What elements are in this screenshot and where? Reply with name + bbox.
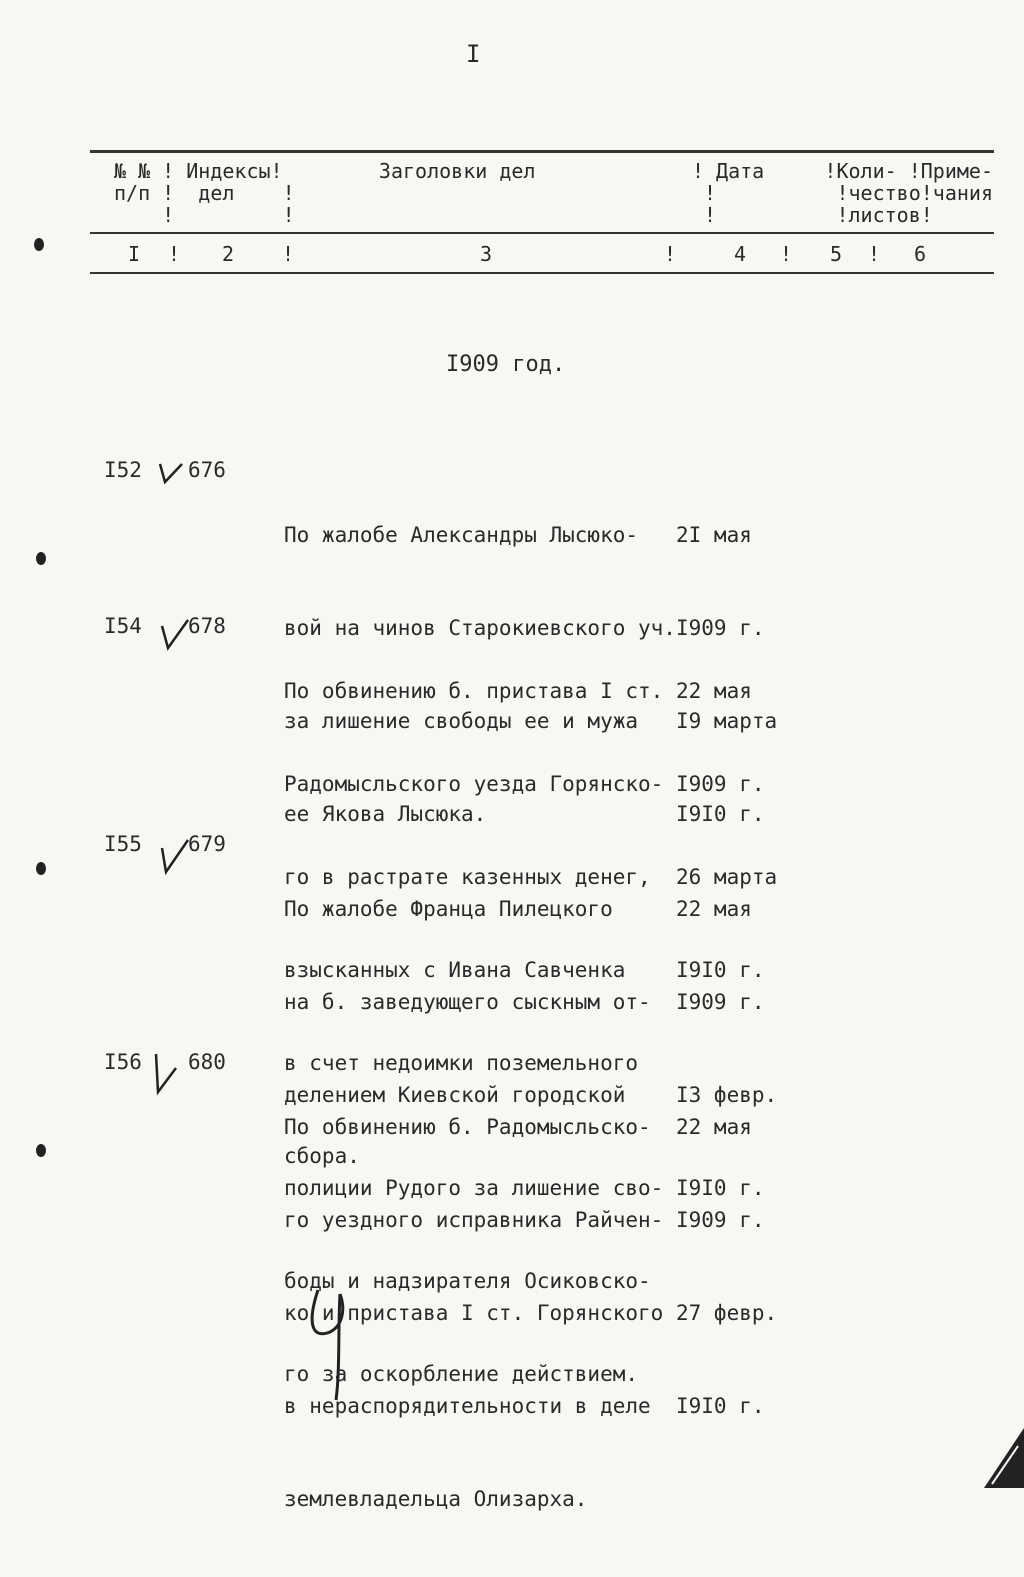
binding-hole <box>34 238 44 251</box>
entry-index: 679 <box>188 832 226 856</box>
col-separator: ! <box>168 242 181 266</box>
entry-title: По обвинению б. Радомысльско- го уездного исправника Райчен- ко и пристава I ст. Горянского в нераспорядительности в деле землевладельца Олизарха. <box>284 1115 664 1511</box>
entry-date: 22 мая I909 г. 26 марта I9I0 г. <box>676 679 778 982</box>
entry-index: 678 <box>188 614 226 638</box>
col-separator: ! <box>780 242 793 266</box>
check-mark-icon <box>156 836 192 876</box>
page-number: I <box>466 40 481 68</box>
entry-number: I54 <box>104 614 142 638</box>
col-number-4: 4 <box>734 242 747 266</box>
header-rule-top <box>90 150 994 153</box>
entry-index: 676 <box>188 458 226 482</box>
col-separator: ! <box>282 242 295 266</box>
header-rule-bottom <box>90 272 994 274</box>
binding-hole <box>36 862 46 875</box>
col-number-2: 2 <box>222 242 235 266</box>
entry-number: I52 <box>104 458 142 482</box>
col-separator: ! <box>868 242 881 266</box>
handwritten-mark <box>300 1280 360 1410</box>
entry-index: 680 <box>188 1050 226 1074</box>
header-line-3: ! ! ! !листов! <box>114 203 933 227</box>
col-number-1: I <box>128 242 141 266</box>
entry-title: По жалобе Франца Пилецкого на б. заведующего сыскным от- делением Киевской городской полиции Рудого за лишение сво- боды и надзирателя Осиковско- го за оскорбление действием. <box>284 897 664 1386</box>
col-number-3: 3 <box>480 242 493 266</box>
folded-corner <box>984 1428 1024 1488</box>
header-rule-middle <box>90 232 994 234</box>
header-line-1: № № ! Индексы! Заголовки дел ! Дата !Коли- !Приме- <box>114 159 993 183</box>
binding-hole <box>36 552 46 565</box>
check-mark-icon <box>158 616 192 652</box>
entry-number: I55 <box>104 832 142 856</box>
entry-date: 22 мая I909 г. I3 февр. I9I0 г. <box>676 897 778 1200</box>
header-line-2: п/п ! дел ! ! !чество!чания <box>114 181 993 205</box>
col-separator: ! <box>664 242 677 266</box>
year-heading: I909 год. <box>446 352 566 377</box>
entry-title: По жалобе Александры Лысюко- вой на чинов Старокиевского уч. за лишение свободы ее и мужа ее Якова Лысюка. <box>284 523 676 826</box>
entry-title: По обвинению б. пристава I ст. Радомысльского уезда Горянско- го в растрате казенных денег, взысканных с Ивана Савченка в счет недоимки поземельного сбора. <box>284 679 664 1168</box>
check-mark-icon <box>148 1050 184 1100</box>
check-mark-icon <box>156 458 186 488</box>
col-number-5: 5 <box>830 242 843 266</box>
entry-number: I56 <box>104 1050 142 1074</box>
col-number-6: 6 <box>914 242 927 266</box>
entry-date: 2I мая I909 г. I9 марта I9I0 г. <box>676 523 778 826</box>
entry-date: 22 мая I909 г. 27 февр. I9I0 г. <box>676 1115 778 1418</box>
binding-hole <box>36 1144 46 1157</box>
